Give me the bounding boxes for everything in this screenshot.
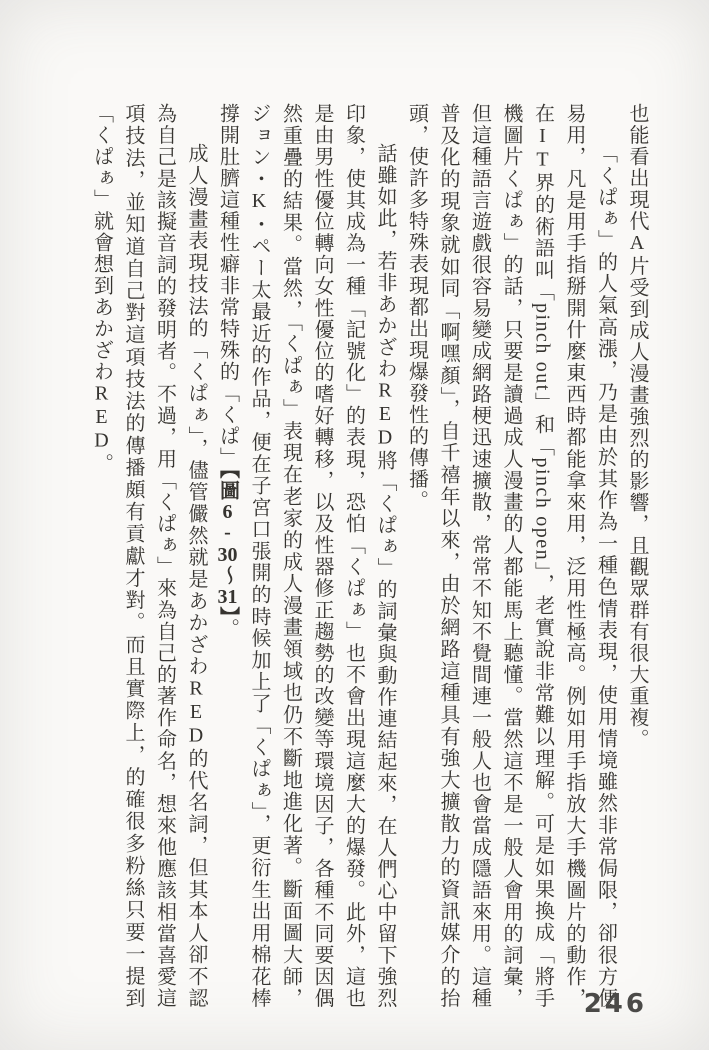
text-segment: 」，老實說非常難以理解。可是如果換成「將手機圖片くぱぁ」的話，只要是讀過成人漫畫的人都能馬上聽懂。當然這不是一般人會用的詞彙，但這種語言遊戲很容易變成網路梗迅速擴散，常常不知不覺間連一般人也會當成隱語來用。這種普及化的現象就如同「啊嘿顏」，自千禧年以來，由於網路這種具有強大擴散力的資訊媒介的抬頭，使許多特殊表現都出現爆發性的傳播。 [405, 103, 554, 1010]
text-segment: 片受到成人漫畫強烈的影響，且觀眾群有很大重複。 [626, 255, 648, 750]
text-segment: 〜 [216, 565, 239, 587]
text-segment: RED [374, 379, 396, 450]
text-segment: 界的術語叫「 [531, 171, 554, 303]
text-segment: 。 [90, 453, 113, 475]
text-segment: 】 [216, 606, 239, 618]
text-segment: 成人漫畫表現技法的「くぱぁ」，儘管儼然就是あかざわ [185, 143, 207, 678]
text-segment: 【圖 [216, 468, 239, 502]
article-text-block [85, 103, 652, 1009]
text-segment: 6 [222, 501, 233, 522]
text-segment: 話雖如此，若非あかざわ [374, 143, 396, 380]
text-segment: 將「くぱぁ」的詞彙與動作連結起來，在人們心中留下強烈印象，使其成為一種「記號化」的表現，恐怕「くぱぁ」也不會出現這麼大的爆發。此外，這也是由男性優位轉向女性優位的嗜好轉移，以及性器修正趨勢的改變等環境因子，各種不同要因偶然重疊的結果。當然，「くぱぁ」表現在老家的成人漫畫領域也仍不斷地進化著。斷面圖大師，ジョン・ [248, 103, 396, 1009]
text-segment: 30 [217, 545, 238, 565]
text-segment: 的代名詞，但其本人卻不認為自己是該擬音詞的發明者。不過，用「くぱぁ」來為自己的著作命名，想來他應該相當喜愛這項技法，並知道自己對這項技法的傳播頗有貢獻才對。而且實際上，的確很多粉絲只要一提到「くぱぁ」就會想到あかざわ [90, 103, 207, 1010]
text-segment: - [216, 521, 239, 545]
paragraph [621, 103, 653, 1009]
text-segment: K [248, 190, 270, 214]
text-segment: RED [185, 677, 207, 748]
text-segment: IT [531, 124, 554, 172]
text-segment: 也能看出現代 [626, 103, 648, 232]
text-segment: 。 [216, 618, 239, 640]
text-segment: pinch out [531, 302, 554, 392]
text-segment: pinch open [531, 457, 554, 562]
paragraph [400, 103, 621, 1009]
page-number: 246 [583, 989, 647, 1019]
text-segment: 」和「 [531, 391, 554, 458]
text-segment: A [626, 232, 648, 256]
text-segment: 「くぱぁ」的人氣高漲，乃是由於其作為一種色情表現，使用情境雖然非常侷限，卻很方便易用，凡是用手指掰開什麼東西時都能拿來用，泛用性極高。例如用手指放大手機圖片的動作，在 [531, 103, 617, 1009]
text-segment: 31 [217, 586, 238, 607]
paragraph [85, 103, 211, 1009]
text-segment: RED [90, 382, 113, 453]
text-segment: ・ペー太最近的作品，便在子宮口張開的時候加上了「くぱぁ」，更衍生出用棉花棒撐開肚臍這種性癖非常特殊的「くぱ」 [216, 103, 270, 1010]
paragraph [211, 103, 400, 1009]
